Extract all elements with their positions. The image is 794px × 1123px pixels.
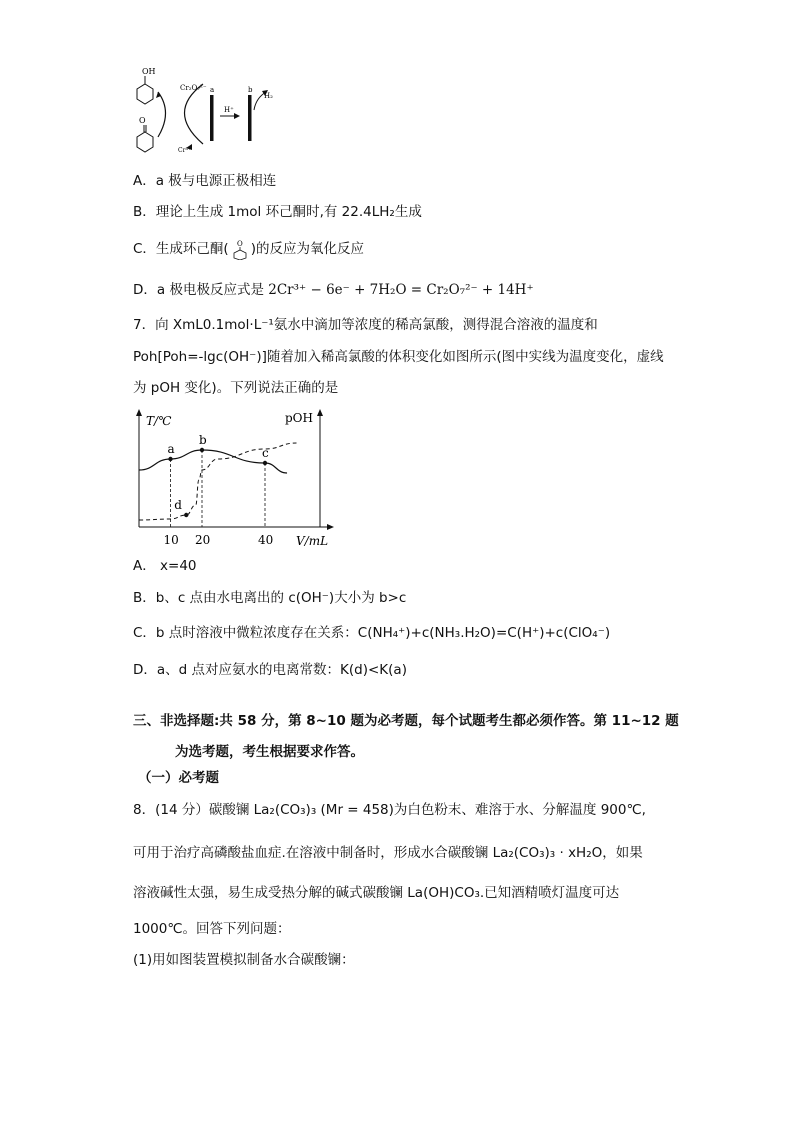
q7-option-a: A． x=40 bbox=[133, 558, 197, 574]
cyclohexanone-ring bbox=[137, 132, 153, 152]
electrode-a-label: a bbox=[210, 86, 215, 94]
x-tick-10: 10 bbox=[163, 533, 179, 547]
q6-option-b: B．理论上生成 1mol 环己酮时,有 22.4LH₂生成 bbox=[133, 204, 422, 220]
reaction-arc-right bbox=[185, 84, 204, 144]
cyclohexanol-ring bbox=[137, 84, 153, 104]
point-a-label: a bbox=[167, 442, 175, 456]
h2-label: H₂ bbox=[264, 92, 273, 100]
electrode-b-label: b bbox=[248, 86, 253, 94]
poh-curve bbox=[139, 443, 297, 520]
oh-label: OH bbox=[142, 67, 156, 76]
q7-line-2: Poh[Poh=-lgc(OH⁻)]随着加入稀高氯酸的体积变化如图所示(图中实线为温度变化，虚线 bbox=[133, 349, 664, 365]
hplus-label: H⁺ bbox=[224, 106, 234, 114]
q7-option-d: D．a、d 点对应氨水的电离常数：K(d)<K(a) bbox=[133, 662, 407, 678]
q6-option-c-post: )的反应为氧化反应 bbox=[250, 241, 364, 257]
q6-option-c-pre: C．生成环己酮( bbox=[133, 241, 229, 257]
q7-option-b: B．b、c 点由水电离出的 c(OH⁻)大小为 b>c bbox=[133, 590, 407, 606]
q7-line-3: 为 pOH 变化)。下列说法正确的是 bbox=[133, 380, 339, 396]
q8-line-3: 溶液碱性太强，易生成受热分解的碱式碳酸镧 La(OH)CO₃.已知酒精喷灯温度可达 bbox=[133, 885, 620, 901]
q8-line-2: 可用于治疗高磷酸盐血症.在溶液中制备时，形成水合碳酸镧 La₂(CO₃)₃ · xH₂O，如果 bbox=[133, 845, 643, 861]
electrode-a bbox=[210, 95, 214, 141]
x-axis-label: V/mL bbox=[296, 534, 329, 548]
y-axis-right-label: pOH bbox=[285, 411, 313, 425]
cr2o7-label: Cr₂O₇²⁻ bbox=[180, 84, 207, 92]
q6-option-c bbox=[133, 238, 364, 260]
x-tick-40: 40 bbox=[258, 533, 274, 547]
q7-line-1: 7．向 XmL0.1mol·L⁻¹氨水中滴加等浓度的稀高氯酸，测得混合溶液的温度和 bbox=[133, 317, 598, 333]
y-axis-left-label: T/℃ bbox=[146, 414, 172, 428]
cr3-label: Cr³⁺ bbox=[178, 147, 192, 154]
electrolysis-figure bbox=[128, 62, 288, 162]
section3-subheading: （一）必考题 bbox=[138, 770, 219, 786]
x-tick-20: 20 bbox=[195, 533, 211, 547]
cyclohexanone-icon bbox=[230, 238, 250, 260]
svg-text:O: O bbox=[236, 240, 243, 248]
reaction-arc-left bbox=[158, 92, 166, 137]
q6-option-a: A．a 极与电源正极相连 bbox=[133, 173, 277, 189]
q8-line-1: 8．(14 分）碳酸镧 La₂(CO₃)₃ (Mr = 458)为白色粉末、难溶于水、分解温度 900℃, bbox=[133, 802, 646, 818]
q7-option-c: C．b 点时溶液中微粒浓度存在关系：C(NH₄⁺)+c(NH₃.H₂O)=C(H⁺)+c(ClO₄⁻) bbox=[133, 625, 611, 641]
section3-heading-line-1: 三、非选择题:共 58 分，第 8~10 题为必考题，每个试题考生都必须作答。第 11~12 题 bbox=[133, 713, 679, 729]
section3-heading-line-2: 为选考题，考生根据要求作答。 bbox=[175, 744, 364, 760]
ketone-o-label: O bbox=[139, 116, 146, 125]
q6-option-d bbox=[133, 280, 534, 300]
q8-line-4: 1000℃。回答下列问题： bbox=[133, 921, 291, 937]
point-d bbox=[184, 513, 188, 517]
q8-line-5: (1)用如图装置模拟制备水合碳酸镧： bbox=[133, 952, 355, 968]
electrode-b bbox=[248, 95, 252, 141]
point-d-label: d bbox=[174, 498, 182, 512]
point-c-label: c bbox=[262, 446, 269, 460]
q6-option-d-equation: 2Cr³⁺ − 6e⁻ + 7H₂O = Cr₂O₇²⁻ + 14H⁺ bbox=[268, 282, 534, 298]
temperature-poh-chart bbox=[130, 405, 340, 553]
point-b-label: b bbox=[199, 433, 207, 447]
q6-option-d-pre: D．a 极电极反应式是 bbox=[133, 282, 264, 298]
